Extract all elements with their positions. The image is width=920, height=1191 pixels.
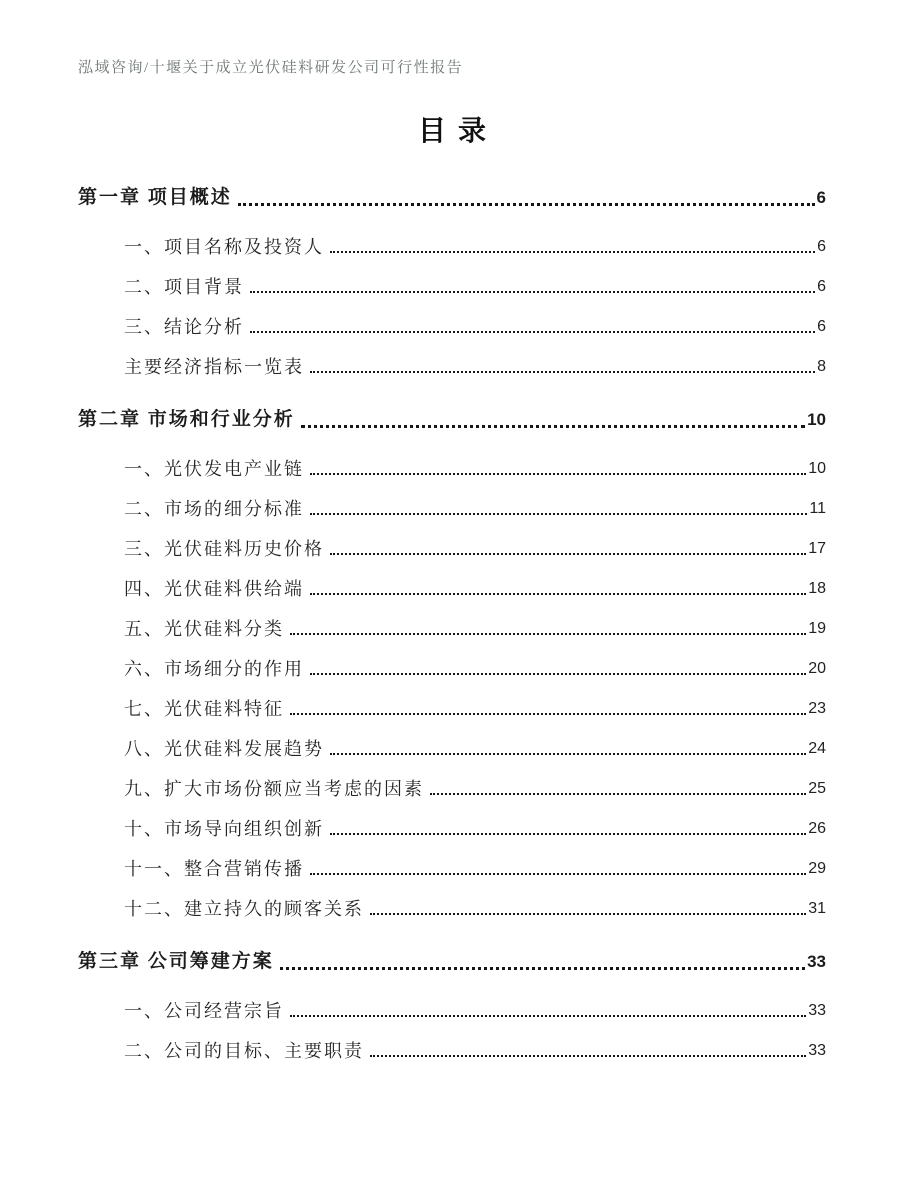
toc-page-number: 20 [808, 660, 826, 677]
toc-item-row[interactable] [124, 738, 826, 760]
toc-title: 目录 [417, 116, 498, 147]
toc-item-label: 十一、整合营销传播 [124, 859, 304, 879]
toc-chapter-row[interactable] [78, 406, 826, 434]
toc-item-label: 十二、建立持久的顾客关系 [124, 899, 364, 919]
toc-item-row[interactable] [124, 356, 826, 378]
toc-chapter-row[interactable] [78, 184, 826, 212]
toc-item-row[interactable] [124, 538, 826, 560]
dot-leader [301, 425, 805, 428]
dot-leader [330, 553, 806, 555]
toc-item-label: 九、扩大市场份额应当考虑的因素 [124, 779, 424, 799]
toc-page-number: 6 [817, 238, 826, 255]
toc-page-number: 6 [817, 278, 826, 295]
toc-item-label: 六、市场细分的作用 [124, 659, 304, 679]
dot-leader [370, 1055, 806, 1057]
toc-page-number: 33 [808, 1042, 826, 1059]
toc-chapter-label: 第二章 市场和行业分析 [78, 409, 295, 430]
toc-page-number: 31 [808, 900, 826, 917]
toc-item-label: 一、光伏发电产业链 [124, 459, 304, 479]
toc-item-label: 一、公司经营宗旨 [124, 1001, 284, 1021]
dot-leader [430, 793, 806, 795]
toc-page-number: 24 [808, 740, 826, 757]
toc-chapter-label: 第三章 公司筹建方案 [78, 951, 274, 972]
toc-item-row[interactable] [124, 898, 826, 920]
toc-page-number: 11 [809, 500, 826, 517]
toc-item-row[interactable] [124, 458, 826, 480]
toc-chapter-label: 第一章 项目概述 [78, 187, 232, 208]
toc-item-row[interactable] [124, 498, 826, 520]
dot-leader [330, 251, 815, 253]
dot-leader [330, 833, 806, 835]
toc-page-number: 33 [807, 952, 826, 971]
toc-page-number: 8 [817, 358, 826, 375]
toc-item-row[interactable] [124, 276, 826, 298]
toc-item-row[interactable] [124, 1040, 826, 1062]
dot-leader [310, 593, 806, 595]
toc-page-number: 6 [817, 318, 826, 335]
dot-leader [290, 633, 806, 635]
dot-leader [310, 873, 806, 875]
toc-item-label: 二、市场的细分标准 [124, 499, 304, 519]
toc-item-row[interactable] [124, 778, 826, 800]
toc-item-row[interactable] [124, 1000, 826, 1022]
page-header-text: 泓域咨询/十堰关于成立光伏硅料研发公司可行性报告 [78, 60, 464, 76]
toc-item-row[interactable] [124, 618, 826, 640]
toc-item-label: 十、市场导向组织创新 [124, 819, 324, 839]
toc-item-label: 八、光伏硅料发展趋势 [124, 739, 324, 759]
dot-leader [310, 673, 806, 675]
toc-page-number: 26 [808, 820, 826, 837]
dot-leader [250, 291, 815, 293]
toc-item-row[interactable] [124, 858, 826, 880]
toc-item-label: 二、公司的目标、主要职责 [124, 1041, 364, 1061]
toc-item-label: 四、光伏硅料供给端 [124, 579, 304, 599]
toc-chapter-row[interactable] [78, 948, 826, 976]
dot-leader [280, 967, 805, 970]
toc-item-row[interactable] [124, 658, 826, 680]
toc-item-label: 二、项目背景 [124, 277, 244, 297]
dot-leader [250, 331, 815, 333]
toc-page-number: 29 [808, 860, 826, 877]
toc-page-number: 33 [808, 1002, 826, 1019]
toc-page-number: 19 [808, 620, 826, 637]
dot-leader [290, 713, 806, 715]
toc-page-number: 6 [816, 188, 826, 207]
toc-page-number: 25 [808, 780, 826, 797]
toc-item-row[interactable] [124, 818, 826, 840]
toc-item-label: 主要经济指标一览表 [124, 357, 304, 377]
toc-page-number: 10 [808, 460, 826, 477]
toc-item-row[interactable] [124, 236, 826, 258]
dot-leader [330, 753, 806, 755]
toc-item-row[interactable] [124, 316, 826, 338]
dot-leader [310, 371, 815, 373]
toc-item-label: 一、项目名称及投资人 [124, 237, 324, 257]
dot-leader [310, 513, 807, 515]
toc-item-row[interactable] [124, 698, 826, 720]
toc-content [78, 112, 826, 1080]
dot-leader [370, 913, 806, 915]
toc-page-number: 10 [807, 410, 826, 429]
table-of-contents [78, 184, 826, 1062]
dot-leader [238, 203, 815, 206]
toc-item-label: 五、光伏硅料分类 [124, 619, 284, 639]
toc-item-label: 七、光伏硅料特征 [124, 699, 284, 719]
toc-page-number: 18 [808, 580, 826, 597]
dot-leader [290, 1015, 806, 1017]
toc-item-label: 三、光伏硅料历史价格 [124, 539, 324, 559]
toc-item-row[interactable] [124, 578, 826, 600]
toc-item-label: 三、结论分析 [124, 317, 244, 337]
toc-page-number: 23 [808, 700, 826, 717]
toc-page-number: 17 [808, 540, 826, 557]
dot-leader [310, 473, 806, 475]
